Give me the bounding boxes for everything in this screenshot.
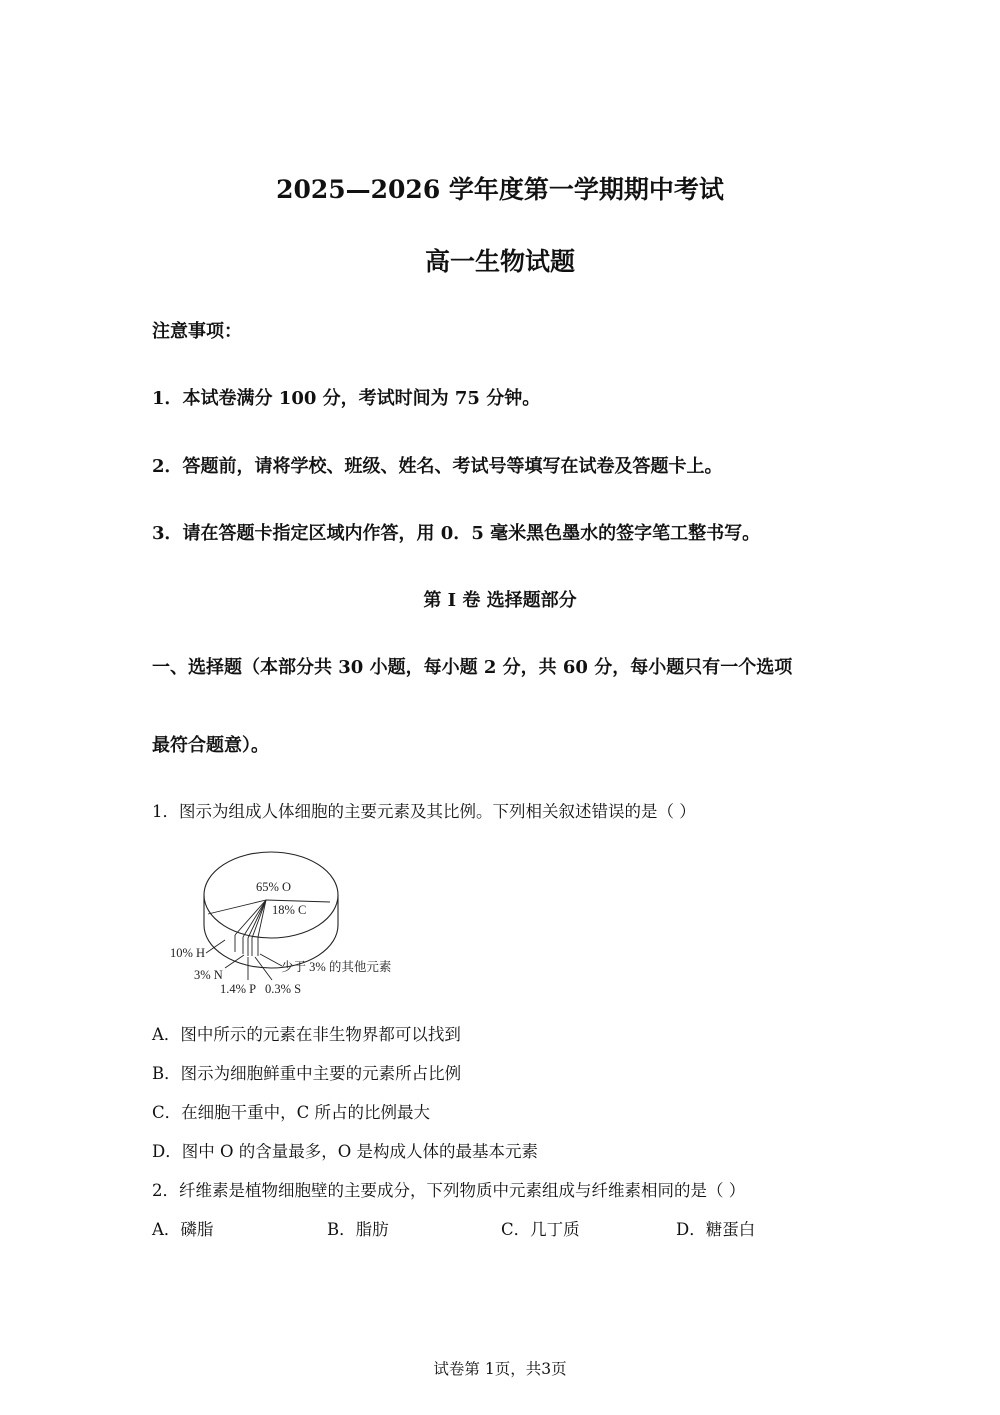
exam-subtitle: 高一生物试题 bbox=[424, 247, 575, 276]
question-1-option-c: C．在细胞干重中，C 所占的比例最大 bbox=[152, 1103, 430, 1122]
notice-item-2: 2．答题前，请将学校、班级、姓名、考试号等填写在试卷及答题卡上。 bbox=[152, 456, 723, 477]
element-pie-chart bbox=[160, 840, 420, 1010]
question-2-option-b: B．脂肪 bbox=[327, 1220, 389, 1239]
label-hydrogen: 10% H bbox=[170, 946, 206, 960]
section-heading-line1: 一、选择题（本部分共 30 小题，每小题 2 分，共 60 分，每小题只有一个选项 bbox=[152, 657, 793, 678]
part-title: 第 I 卷 选择题部分 bbox=[423, 590, 577, 611]
label-oxygen: 65% O bbox=[256, 880, 292, 894]
label-nitrogen: 3% N bbox=[194, 968, 223, 982]
label-sulfur: 0.3% S bbox=[265, 982, 302, 996]
question-1-stem: 1．图示为组成人体细胞的主要元素及其比例。下列相关叙述错误的是（ ） bbox=[152, 802, 696, 821]
label-phosphorus: 1.4% P bbox=[220, 982, 257, 996]
label-other-elements: 少于 3% 的其他元素 bbox=[281, 960, 392, 974]
notice-item-1: 1．本试卷满分 100 分，考试时间为 75 分钟。 bbox=[152, 388, 541, 409]
section-heading-line2: 最符合题意）。 bbox=[152, 735, 269, 756]
question-1-option-d: D．图中 O 的含量最多，O 是构成人体的最基本元素 bbox=[152, 1142, 539, 1161]
question-2-option-a: A．磷脂 bbox=[152, 1220, 214, 1239]
exam-title: 2025—2026 学年度第一学期期中考试 bbox=[276, 175, 724, 204]
page-footer: 试卷第 1页，共3页 bbox=[433, 1360, 567, 1378]
pie-top bbox=[204, 852, 338, 938]
notice-item-3: 3．请在答题卡指定区域内作答，用 0．5 毫米黑色墨水的签字笔工整书写。 bbox=[152, 523, 761, 544]
question-1-option-a: A．图中所示的元素在非生物界都可以找到 bbox=[152, 1025, 461, 1044]
question-2-option-c: C．几丁质 bbox=[501, 1220, 580, 1239]
question-2-option-d: D．糖蛋白 bbox=[676, 1220, 756, 1239]
question-1-option-b: B．图示为细胞鲜重中主要的元素所占比例 bbox=[152, 1064, 462, 1083]
notice-heading: 注意事项： bbox=[152, 321, 242, 342]
question-2-stem: 2．纤维素是植物细胞壁的主要成分，下列物质中元素组成与纤维素相同的是（ ） bbox=[152, 1181, 746, 1200]
label-carbon: 18% C bbox=[272, 903, 307, 917]
